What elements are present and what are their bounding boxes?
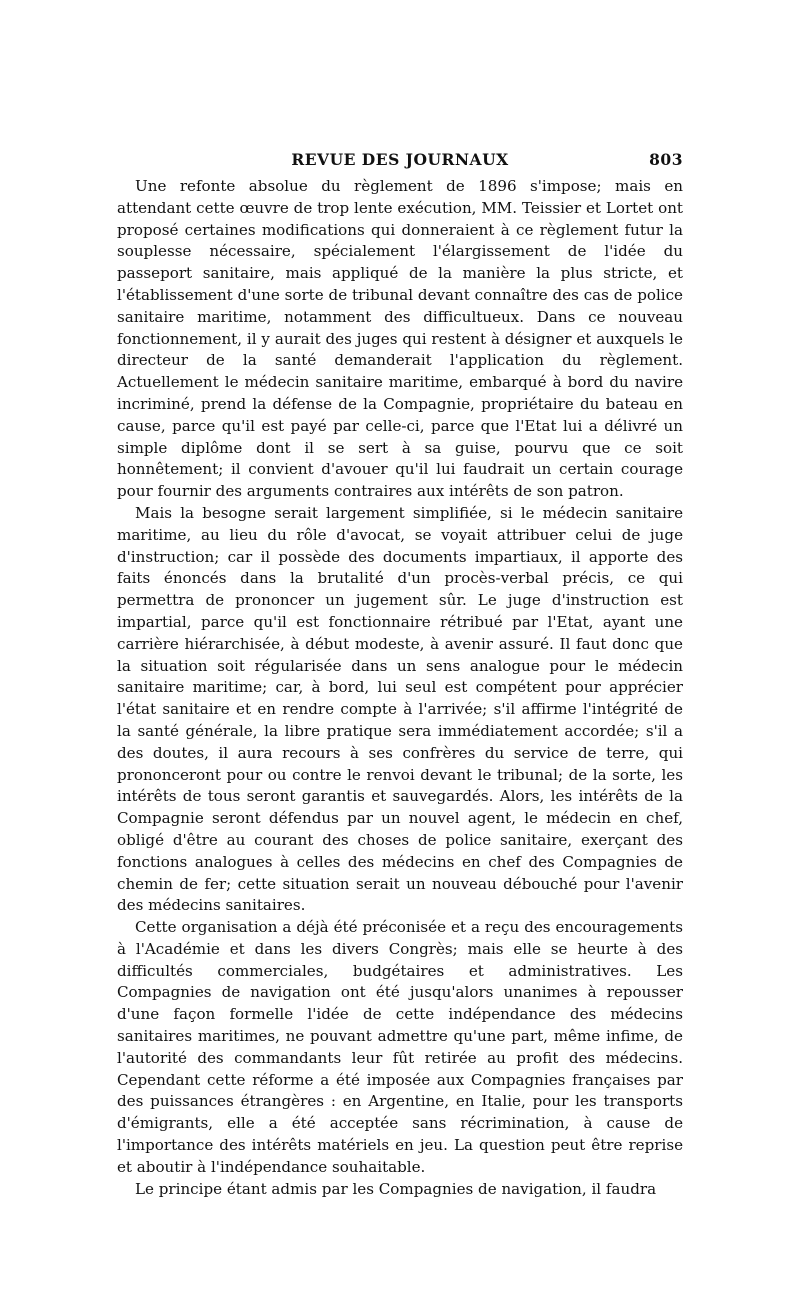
page-number: 803 xyxy=(649,150,683,169)
paragraph-4: Le principe étant admis par les Compagnies de navigation, il faudra xyxy=(135,1179,657,1198)
running-title: REVUE DES JOURNAUX xyxy=(291,150,509,169)
paragraph-1: Une refonte absolue du règlement de 1896 s'impose; mais en attendant cette œuvre de trop lente exécution, MM. Teissier et Lortet ont proposé certaines modifications qui donneraient à ce règlement futur la souplesse nécessaire, spécialement l'élargissement de l'idée du passeport sanitaire, mais appliqué de la manière la plus stricte, et l'établissement d'une sorte de tribunal devant connaître des cas de police sanitaire maritime, notamment des difficultueux. Dans ce nouveau fonctionnement, il y aurait des juges qui restent à désigner et auxquels le directeur de la santé demanderait l'application du règlement. Actuellement le médecin sanitaire maritime, embarqué à bord du navire incriminé, prend la défense de la Compagnie, propriétaire du bateau en cause, parce qu'il est payé par celle-ci, parce que l'Etat lui a délivré un simple diplôme dont il se sert à sa guise, pourvu que ce soit honnêtement; il convient d'avouer qu'il lui faudrait un certain courage pour fournir des arguments contraires aux intérêts de son patron. xyxy=(117,177,683,501)
paragraph-3: Cette organisation a déjà été préconisée et a reçu des encouragements à l'Académie et dans les divers Congrès; mais elle se heurte à des difficultés commerciales, budgétaires et administratives. Les Compagnies de navigation ont été jusqu'alors unanimes à repousser d'une façon formelle l'idée de cette indépendance des médecins sanitaires maritimes, ne pouvant admettre qu'une part, même infime, de l'autorité des commandants leur fût retirée au profit des médecins. Cependant cette réforme a été imposée aux Compagnies françaises par des puissances étrangères : en Argentine, en Italie, pour les transports d'émigrants, elle a été acceptée sans récrimination, à cause de l'importance des intérêts matériels en jeu. La question peut être reprise et aboutir à l'indépendance souhaitable. xyxy=(117,918,683,1176)
paragraph-2: Mais la besogne serait largement simplifiée, si le médecin sanitaire maritime, au lieu du rôle d'avocat, se voyait attribuer celui de juge d'instruction; car il possède des documents impartiaux, il apporte des faits énoncés dans la brutalité d'un procès-verbal précis, ce qui permettra de prononcer un jugement sûr. Le juge d'instruction est impartial, parce qu'il est fonctionnaire rétribué par l'Etat, ayant une carrière hiérarchisée, à début modeste, à avenir assuré. Il faut donc que la situation soit régularisée dans un sens analogue pour le médecin sanitaire maritime; car, à bord, lui seul est compétent pour apprécier l'état sanitaire et en rendre compte à l'arrivée; s'il affirme l'intégrité de la santé générale, la libre pratique sera immédiatement accordée; s'il a des doutes, il aura recours à ses confrères du service de terre, qui prononceront pour ou contre le renvoi devant le tribunal; de la sorte, les intérêts de tous seront garantis et sauvegardés. Alors, les intérêts de la Compagnie seront défendus par un nouvel agent, le médecin en chef, obligé d'être au courant des choses de police sanitaire, exerçant des fonctions analogues à celles des médecins en chef des Compagnies de chemin de fer; cette situation serait un nouveau débouché pour l'avenir des médecins sanitaires. xyxy=(117,503,683,915)
book-page xyxy=(117,150,683,1200)
article-body xyxy=(117,176,683,1200)
running-head xyxy=(117,150,683,174)
